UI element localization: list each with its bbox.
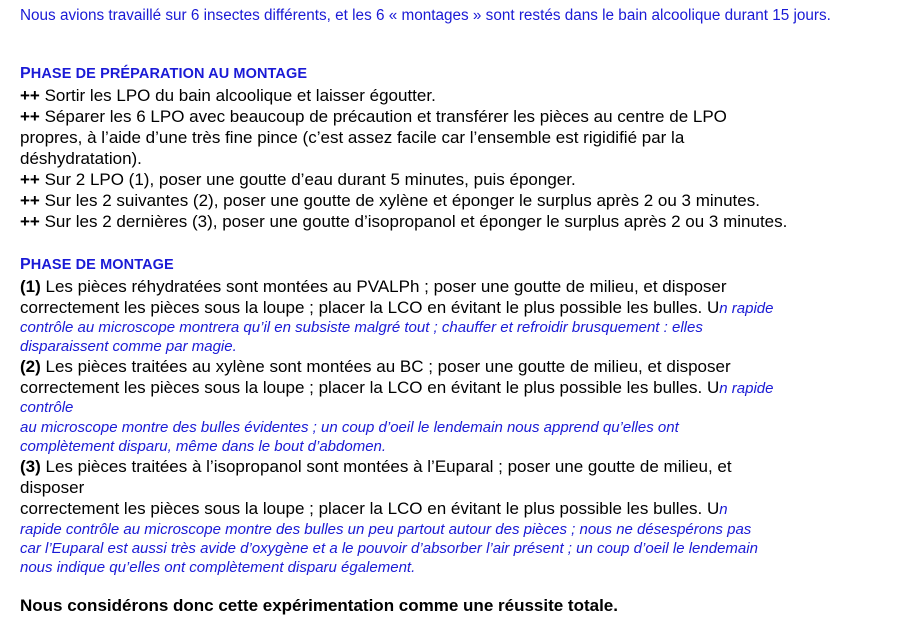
prep-line-3: propres, à l’aide d’une très fine pince (c’est assez facile car l’ensemble est rigidifié par la [20, 128, 685, 147]
prep-line-6: ++ Sur les 2 suivantes (2), poser une goutte de xylène et éponger le surplus après 2 ou 3 minutes. [20, 191, 760, 210]
mount-p3-line-2: correctement les pièces sous la loupe ; placer la LCO en évitant le plus possible les bulles. Un [20, 499, 728, 518]
mount-p3-line-1b: disposer [20, 478, 85, 497]
mount-p3-line-1: (3) Les pièces traitées à l’isopropanol sont montées à l’Euparal ; poser une goutte de milieu, et [20, 457, 732, 476]
prep-line-5: ++ Sur 2 LPO (1), poser une goutte d’eau durant 5 minutes, puis éponger. [20, 170, 576, 189]
prep-line-7: ++ Sur les 2 dernières (3), poser une goutte d’isopropanol et éponger le surplus après 2 ou 3 minutes. [20, 212, 788, 231]
mount-heading-rest: HASE DE MONTAGE [30, 257, 174, 273]
mount-p2-line-1: (2) Les pièces traitées au xylène sont montées au BC ; poser une goutte de milieu, et disposer [20, 357, 731, 376]
mount-p3-note-3: nous indique qu’elles ont complètement disparu également. [20, 559, 416, 576]
mount-p1-note-2: disparaissent comme par magie. [20, 338, 237, 355]
conclusion: Nous considérons donc cette expérimentation comme une réussite totale. [20, 596, 618, 615]
prep-line-1: ++ Sortir les LPO du bain alcoolique et laisser égoutter. [20, 86, 436, 105]
mount-p2-note-1: au microscope montre des bulles évidentes ; un coup d’oeil le lendemain nous apprend qu’elles ont [20, 419, 679, 436]
mount-p2-line-2: correctement les pièces sous la loupe ; placer la LCO en évitant le plus possible les bulles. Un rapide [20, 378, 774, 397]
prep-heading-rest: HASE DE PRÉPARATION AU MONTAGE [30, 66, 308, 82]
mount-p1-line-1: (1) Les pièces réhydratées sont montées au PVALPh ; poser une goutte de milieu, et disposer [20, 277, 727, 296]
prep-line-4: déshydratation). [20, 149, 142, 168]
mount-heading-initial: P [20, 256, 31, 273]
mount-p1-note-1: contrôle au microscope montrera qu’il en subsiste malgré tout ; chauffer et refroidir brusquement : elles [20, 319, 703, 336]
mount-p1-line-2: correctement les pièces sous la loupe ; placer la LCO en évitant le plus possible les bulles. Un rapide [20, 298, 774, 317]
mount-p3-note-2: car l’Euparal est aussi très avide d’oxygène et a le pouvoir d’absorber l’air présent ; un coup d’oeil le lendemain [20, 540, 758, 557]
intro-paragraph: Nous avions travaillé sur 6 insectes différents, et les 6 « montages » sont restés dans le bain alcoolique durant 15 jours. [20, 7, 831, 24]
mount-p2-note-2: complètement disparu, même dans le bout d’abdomen. [20, 438, 387, 455]
mount-p3-note-1: rapide contrôle au microscope montre des bulles un peu partout autour des pièces ; nous ne désespérons pas [20, 521, 752, 538]
prep-heading-initial: P [20, 65, 31, 82]
mount-heading [20, 256, 174, 274]
mount-p2-note-0: contrôle [20, 399, 74, 416]
prep-heading [20, 65, 307, 83]
prep-line-2: ++ Séparer les 6 LPO avec beaucoup de précaution et transférer les pièces au centre de LPO [20, 107, 727, 126]
